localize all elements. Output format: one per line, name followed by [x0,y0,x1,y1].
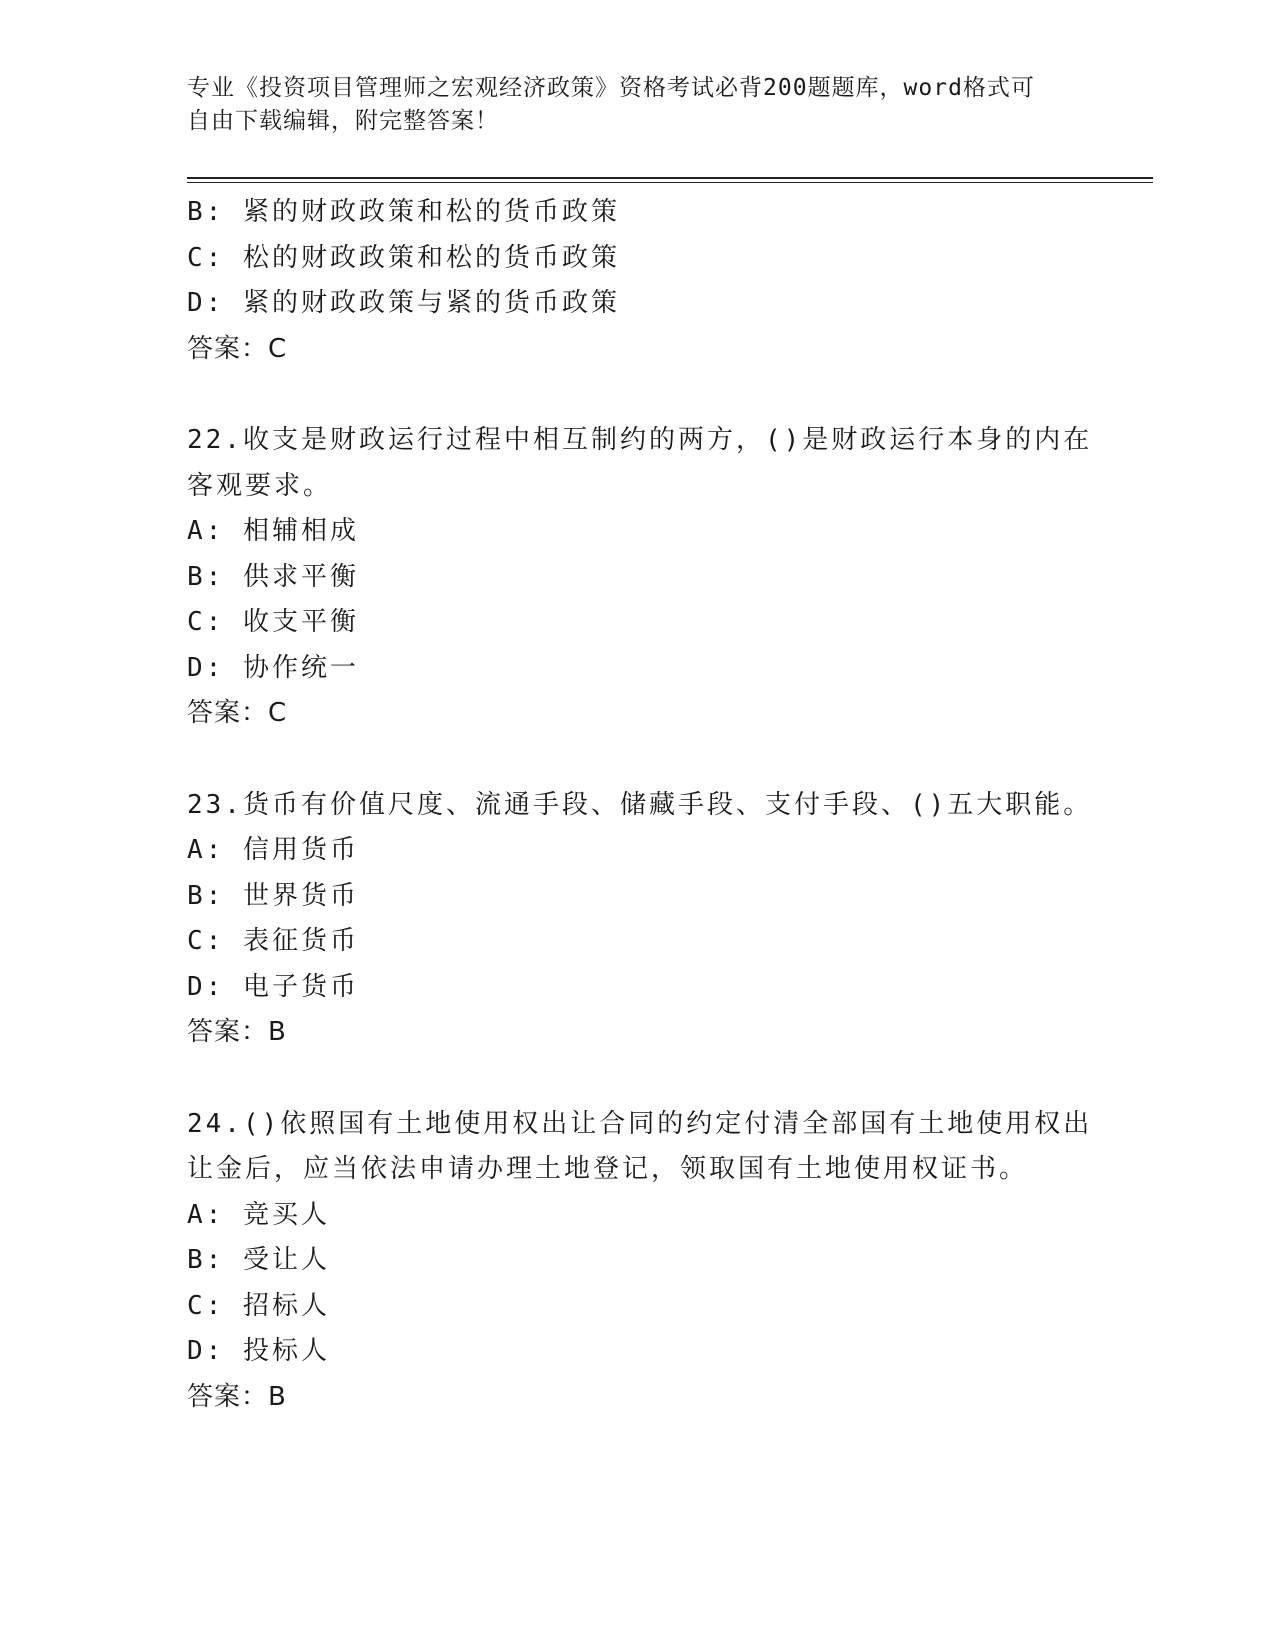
document-header [187,72,1087,138]
question-22 [187,418,1093,737]
question-list [187,190,1093,1420]
option-c: C: 招标人 [187,1290,330,1321]
option-d: D: 协作统一 [187,652,359,683]
option-a: A: 竞买人 [187,1199,330,1230]
question-text-line-1: 24.()依照国有土地使用权出让合同的约定付清全部国有土地使用权出 [187,1108,1093,1139]
question-24 [187,1102,1093,1421]
answer: 答案：C [187,333,288,364]
option-a: A: 信用货币 [187,835,359,865]
option-b: B: 世界货币 [187,880,359,911]
header-rule-thin [187,182,1153,183]
answer: 答案：B [187,1017,287,1047]
option-b: B: 供求平衡 [187,561,359,592]
option-c: C: 表征货币 [187,926,359,956]
answer: 答案：C [187,698,288,728]
option-d: D: 电子货币 [187,971,359,1002]
question-21-continued [187,190,1087,372]
header-title-line-1: 专业《投资项目管理师之宏观经济政策》资格考试必背200题题库，word格式可 [187,75,1035,101]
option-c: C: 收支平衡 [187,607,359,637]
answer: 答案：B [187,1381,287,1412]
question-text-line-1: 22.收支是财政运行过程中相互制约的两方，()是财政运行本身的内在 [187,425,1093,455]
question-23 [187,783,1093,1056]
option-a: A: 相辅相成 [187,516,359,546]
question-text-line-1: 23.货币有价值尺度、流通手段、储藏手段、支付手段、()五大职能。 [187,789,1093,820]
option-b: B: 受让人 [187,1245,330,1275]
option-d: D: 投标人 [187,1336,330,1366]
header-rule-thick [187,177,1153,179]
question-text-line-2: 客观要求。 [187,470,333,501]
header-title-line-2: 自由下载编辑，附完整答案！ [187,108,499,134]
option-c: C: 松的财政政策和松的货币政策 [187,242,620,273]
question-text-line-2: 让金后，应当依法申请办理土地登记，领取国有土地使用权证书。 [187,1154,1029,1184]
option-b: B: 紧的财政政策和松的货币政策 [187,197,620,227]
option-d: D: 紧的财政政策与紧的货币政策 [187,288,620,318]
